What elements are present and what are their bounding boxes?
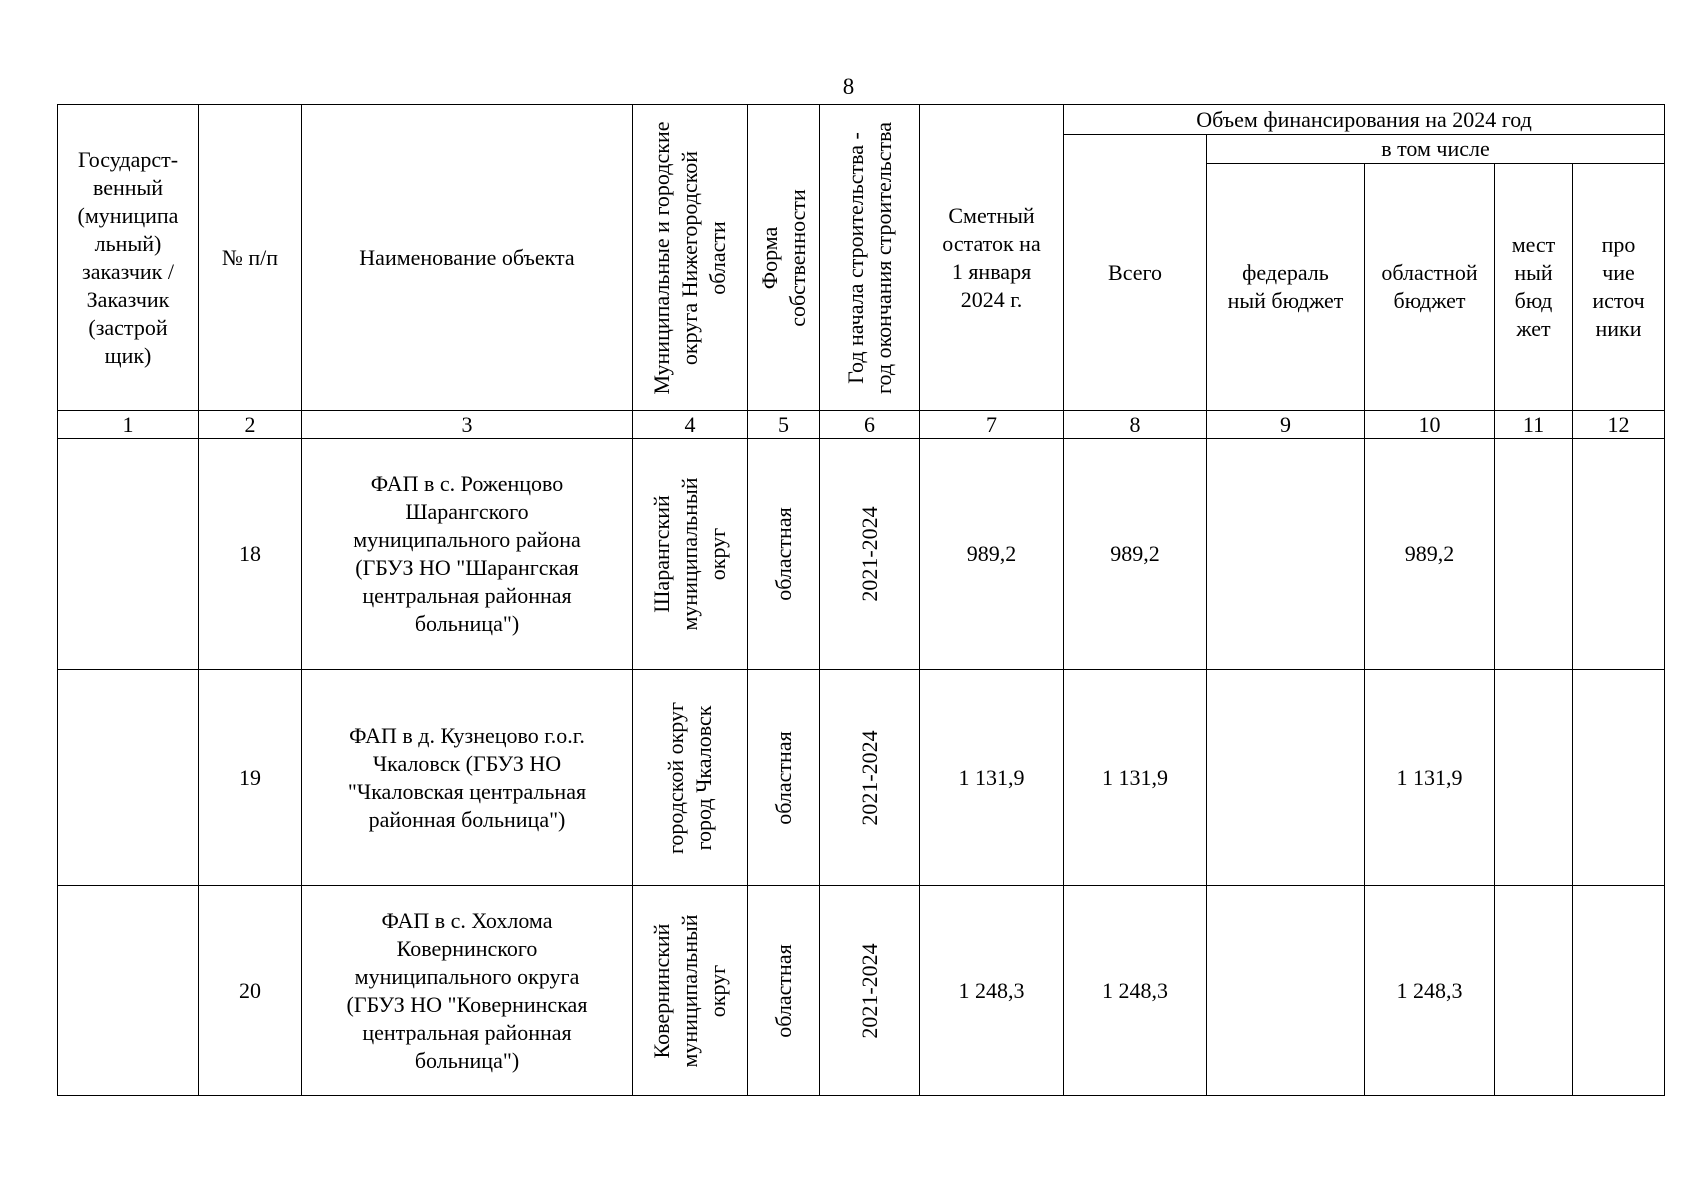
cell-object-name: ФАП в с. Хохлома Ковернинского муниципального округа (ГБУЗ НО "Ковернинская центральная районная больница"): [302, 886, 633, 1096]
cell-years: 2021-2024: [820, 886, 920, 1096]
cell-federal: [1207, 439, 1365, 670]
header-federal: федераль ный бюджет: [1207, 164, 1365, 411]
cell-years: 2021-2024: [820, 670, 920, 886]
header-years: Год начала строительства - год окончания строительства: [820, 105, 920, 411]
column-number: 10: [1365, 411, 1495, 439]
cell-remaining: 1 248,3: [920, 886, 1064, 1096]
cell-remaining: 989,2: [920, 439, 1064, 670]
header-district: Муниципальные и городские округа Нижегородской области: [633, 105, 748, 411]
cell-customer: [58, 886, 199, 1096]
column-number: 9: [1207, 411, 1365, 439]
cell-regional: 989,2: [1365, 439, 1495, 670]
cell-federal: [1207, 886, 1365, 1096]
column-number: 3: [302, 411, 633, 439]
column-number: 7: [920, 411, 1064, 439]
column-number: 8: [1064, 411, 1207, 439]
cell-district: Шарангский муниципальный округ: [633, 439, 748, 670]
cell-number: 19: [199, 670, 302, 886]
column-number: 4: [633, 411, 748, 439]
header-local: мест ный бюд жет: [1495, 164, 1573, 411]
cell-total: 989,2: [1064, 439, 1207, 670]
header-number: № п/п: [199, 105, 302, 411]
page-number: 8: [842, 74, 855, 99]
cell-number: 20: [199, 886, 302, 1096]
cell-regional: 1 248,3: [1365, 886, 1495, 1096]
cell-total: 1 131,9: [1064, 670, 1207, 886]
cell-object-name: ФАП в д. Кузнецово г.о.г. Чкаловск (ГБУЗ НО "Чкаловская центральная районная больница"): [302, 670, 633, 886]
header-object-name: Наименование объекта: [302, 105, 633, 411]
cell-other: [1573, 670, 1665, 886]
cell-ownership: областная: [748, 439, 820, 670]
cell-district: городской округ город Чкаловск: [633, 670, 748, 886]
column-number: 1: [58, 411, 199, 439]
header-remaining: Сметный остаток на 1 января 2024 г.: [920, 105, 1064, 411]
cell-years: 2021-2024: [820, 439, 920, 670]
cell-other: [1573, 439, 1665, 670]
column-number: 5: [748, 411, 820, 439]
header-other: про чие источ ники: [1573, 164, 1665, 411]
cell-ownership: областная: [748, 670, 820, 886]
cell-number: 18: [199, 439, 302, 670]
header-ownership: Форма собственности: [748, 105, 820, 411]
cell-district: Ковернинский муниципальный округ: [633, 886, 748, 1096]
cell-local: [1495, 439, 1573, 670]
cell-customer: [58, 670, 199, 886]
cell-remaining: 1 131,9: [920, 670, 1064, 886]
cell-ownership: областная: [748, 886, 820, 1096]
header-including-group: в том числе: [1207, 135, 1665, 164]
cell-federal: [1207, 670, 1365, 886]
cell-total: 1 248,3: [1064, 886, 1207, 1096]
cell-other: [1573, 886, 1665, 1096]
header-regional: областной бюджет: [1365, 164, 1495, 411]
column-number: 11: [1495, 411, 1573, 439]
header-customer: Государст- венный (муниципа льный) заказчик / Заказчик (застрой щик): [58, 105, 199, 411]
cell-local: [1495, 886, 1573, 1096]
header-funding-group: Объем финансирования на 2024 год: [1064, 105, 1665, 135]
table-row: [58, 439, 1665, 670]
cell-object-name: ФАП в с. Роженцово Шарангского муниципального района (ГБУЗ НО "Шарангская центральная районная больница"): [302, 439, 633, 670]
column-number: 6: [820, 411, 920, 439]
column-number: 2: [199, 411, 302, 439]
cell-customer: [58, 439, 199, 670]
column-number-row: [58, 411, 1665, 439]
column-number: 12: [1573, 411, 1665, 439]
header-total: Всего: [1064, 135, 1207, 411]
table-row: [58, 670, 1665, 886]
cell-local: [1495, 670, 1573, 886]
financing-table: [57, 104, 1665, 1096]
cell-regional: 1 131,9: [1365, 670, 1495, 886]
table-row: [58, 886, 1665, 1096]
